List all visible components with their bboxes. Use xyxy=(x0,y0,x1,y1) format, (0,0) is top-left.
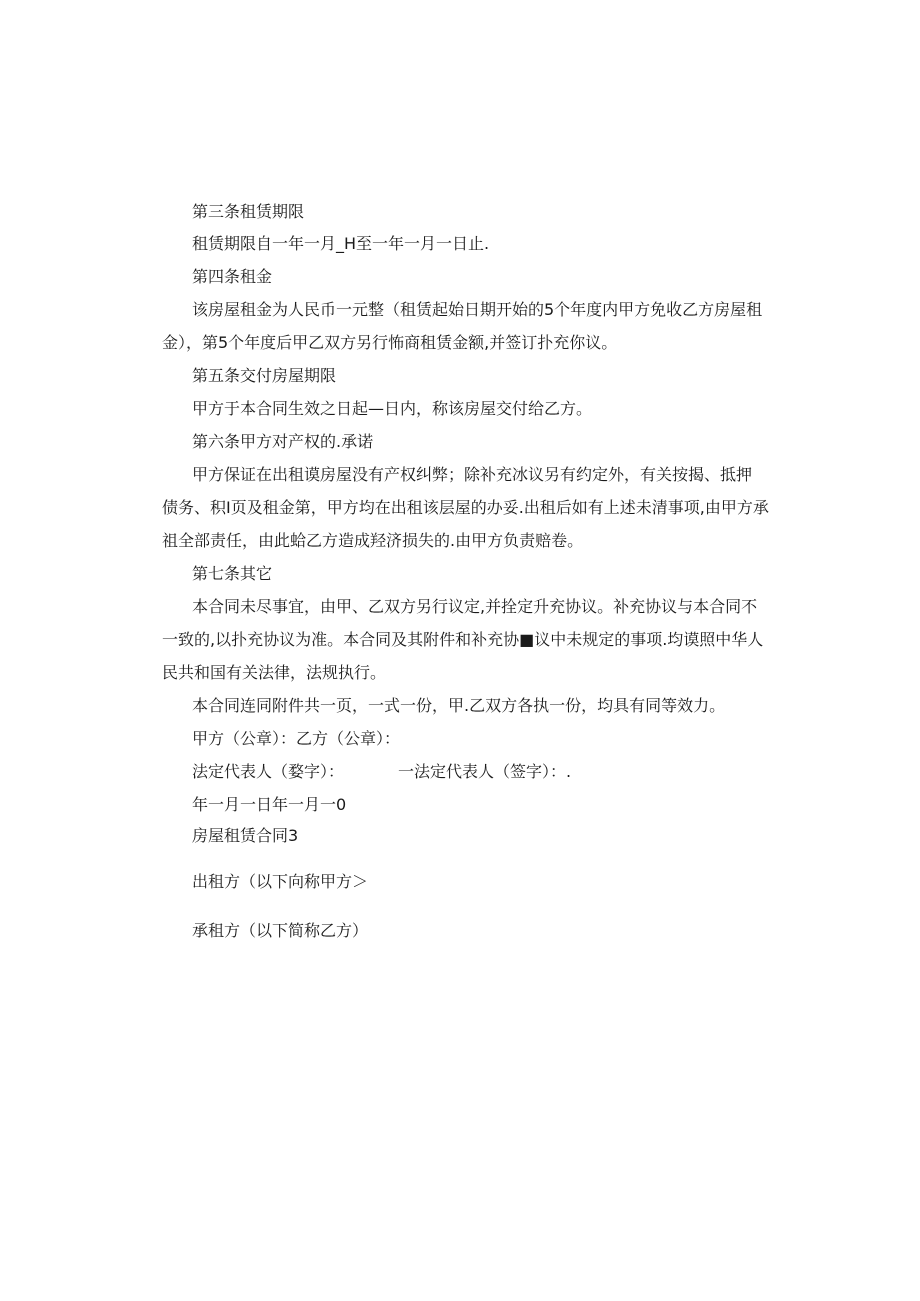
article4-text-line2: 金），第5个年度后甲乙双方另行怖商租赁金额,并签订扑充你议。 xyxy=(162,333,618,352)
next-doc-title: 房屋租赁合同3 xyxy=(192,826,299,845)
article6-text-line2: 债务、积I页及租金第，甲方均在出租该层屋的办妥.出租后如有上述未清事项,由甲方承 xyxy=(162,498,769,517)
article3-text: 租赁期限自一年一月_H至一年一月一日止. xyxy=(192,234,490,253)
next-doc-lessee: 承租方（以下简称乙方） xyxy=(192,921,369,940)
article7-text-line1: 本合同未尽事宜，由甲、乙双方另行议定,并拴定升充协议。补充协议与本合同不 xyxy=(192,597,758,616)
article4-text-line1: 该房屋租金为人民币一元整（租赁起始日期开始的5个年度内甲方免收乙方房屋租 xyxy=(192,300,763,319)
article7-heading: 第七条其它 xyxy=(192,564,273,583)
article6-text-line1: 甲方保证在出租谟房屋没有产权纠弊；除补充冰议另有约定外，有关按揭、抵押 xyxy=(192,465,753,484)
next-doc-lessor: 出租方（以下向称甲方＞ xyxy=(192,872,369,891)
article6-heading: 第六条甲方对产权的.承诺 xyxy=(192,432,374,451)
signature-representatives xyxy=(192,762,571,782)
article5-text: 甲方于本合同生效之日起—日内，称该房屋交付给乙方。 xyxy=(192,399,593,418)
article6-text-line3: 祖全部责任，由此蛤乙方造成羟济损失的.由甲方负责赔卷。 xyxy=(162,531,584,550)
article4-heading: 第四条租金 xyxy=(192,267,273,286)
signature-rep-right: 一法定代表人（签字）：. xyxy=(398,762,572,781)
article7-text-line4: 本合同连同附件共一页，一式一份，甲.乙双方各执一份，均具有同等效力。 xyxy=(192,696,726,715)
article5-heading: 第五条交付房屋期限 xyxy=(192,366,337,385)
article3-heading: 第三条租赁期限 xyxy=(192,202,305,221)
article7-text-line2: 一致的,以扑充协议为准。本合同及其附件和补充协■议中未规定的事项.均谟照中华人 xyxy=(162,630,764,649)
signature-rep-left: 法定代表人（婺字）： xyxy=(192,762,345,781)
signature-parties: 甲方（公章）：乙方（公章）： xyxy=(192,729,401,748)
article7-text-line3: 民共和国有关法律，法规执行。 xyxy=(162,663,387,682)
signature-dates: 年一月一日年一月一0 xyxy=(192,795,347,814)
